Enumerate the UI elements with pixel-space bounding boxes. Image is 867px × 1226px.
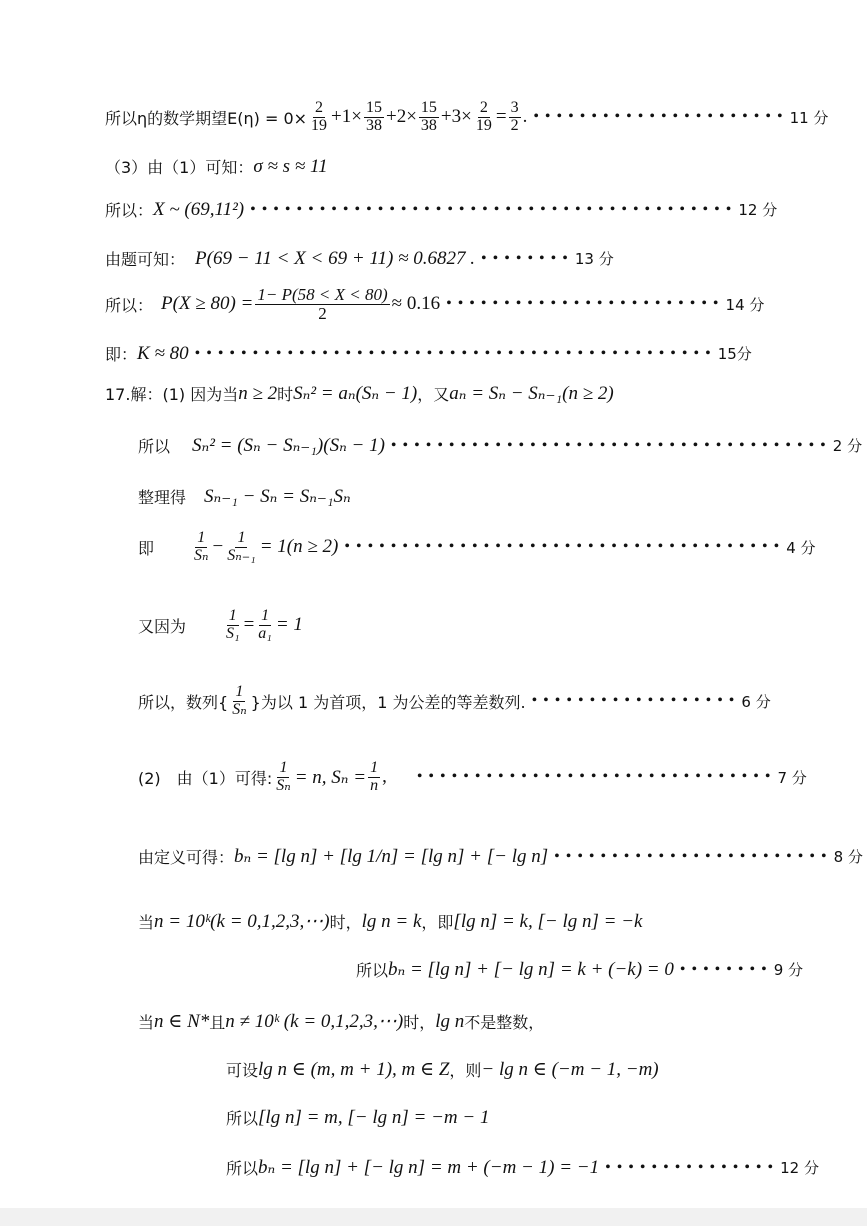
expectation-label: 所以η的数学期望E(η) = 0×	[105, 108, 308, 128]
fraction: $\frac{15}{38}$	[420, 99, 437, 134]
line-final-result: 所以 bₙ = [lg n] + [− lg n] = m + (−m − 1) = −1 • • • • • • • • • • • • • • • 12 分	[226, 1157, 819, 1178]
line-problem-17: 17.解：(1) 因为当 n ≥ 2 时 Sₙ² = aₙ(Sₙ − 1) ，又 aₙ = Sₙ − Sₙ₋₁(n ≥ 2)	[105, 382, 614, 404]
leader-dots: • • • • • • • • • • • • • • • • • • • • • • • • • • • • • • • • • • • • • • • • • •	[250, 200, 733, 218]
line-tail-probability: 所以： P(X ≥ 80) = $\frac{1- P(58 < X < 80)}{2}$ ≈ 0.16 • • • • • • • • • • • • • • • • • • • • • • • • 14 分	[105, 285, 765, 323]
leader-dots: • • • • • • • • • • • • • • • • • • • • • • • • • • • • • • • • • • • • • •	[390, 436, 827, 454]
fraction: $\frac{2}{19}$	[311, 99, 328, 134]
score-label: 13 分	[574, 250, 614, 268]
fraction: $\frac{1}{\text{S₁}}$	[226, 607, 240, 642]
leader-dots: • • • • • • • • • • • • • • • • • • • • • • • • • • • • • • • • • • • • • • • • • • • • •	[194, 344, 712, 362]
fraction: $\frac{1- P(58 < X < 80)}{2}$	[257, 285, 388, 323]
leader-dots: • • • • • • • • • • • • • • • • • •	[531, 692, 736, 710]
leader-dots: • • • • • • • •	[481, 249, 569, 267]
line-simplify: 整理得 Sₙ₋₁ − Sₙ = Sₙ₋₁Sₙ	[138, 486, 351, 507]
fraction: $\frac{1}{\text{Sₙ}}$	[232, 683, 247, 718]
line-part-2: (2) 由（1）可得: $\frac{1}{\text{Sₙ}}$ = n, Sₙ = $\frac{1}{n}$ , • • • • • • • • • • • • • • • • • • • • • • • • • • • • • • • 7 分	[138, 759, 807, 794]
line-k-value: 即： K ≈ 80 • • • • • • • • • • • • • • • • • • • • • • • • • • • • • • • • • • • • • • • • • • • • • 15分	[105, 342, 752, 364]
score-label: 9 分	[773, 961, 803, 979]
line-reciprocal-diff: 即 $\frac{1}{\text{Sₙ}}$ − $\frac{1}{\text{Sₙ₋₁}}$ = 1(n ≥ 2) • • • • • • • • • • • • • • • • • • • • • • • • • • • • • • • • • • • • • • 4 分	[138, 529, 816, 564]
line-case-power-result: 所以 bₙ = [lg n] + [− lg n] = k + (−k) = 0 • • • • • • • • 9 分	[356, 959, 803, 980]
line-initial-term: 又因为 $\frac{1}{\text{S₁}}$ = $\frac{1}{\text{a₁}}$ = 1	[138, 607, 303, 642]
fraction: $\frac{2}{19}$	[475, 99, 492, 134]
line-distribution: 所以： X ~ (69,11²) • • • • • • • • • • • • • • • • • • • • • • • • • • • • • • • • • • • • • • • • • • 12 分	[105, 198, 778, 220]
leader-dots: • • • • • • • • • • • • • • • • • • • • • • • • • • • • • • • • • • • • • •	[344, 538, 781, 556]
leader-dots: • • • • • • • •	[679, 960, 768, 978]
line-case-power: 当 n = 10ᵏ(k = 0,1,2,3,⋯) 时， lg n = k ，即 [lg n] = k, [− lg n] = −k	[138, 910, 643, 932]
score-label: 7 分	[777, 768, 807, 787]
line-sigma: （3）由（1）可知： σ ≈ s ≈ 11	[105, 155, 328, 177]
line-interval: 可设 lg n ∈ (m, m + 1), m ∈ Z ，则 − lg n ∈ (−m − 1, −m)	[226, 1059, 659, 1080]
fraction: $\frac{1}{n}$	[370, 759, 379, 794]
score-label: 12 分	[738, 201, 778, 219]
line-probability: 由题可知： P(69 − 11 < X < 69 + 11) ≈ 0.6827 . • • • • • • • • 13 分	[105, 247, 614, 269]
score-label: 14 分	[725, 295, 765, 314]
fraction: $\frac{3}{2}$	[510, 99, 519, 134]
leader-dots: • • • • • • • • • • • • • • • • • • • • • • • •	[446, 295, 720, 313]
leader-dots: • • • • • • • • • • • • • • • • • • • • • • • • • • • • • • •	[416, 768, 772, 786]
fraction: $\frac{1}{\text{a₁}}$	[258, 607, 272, 642]
score-label: 12 分	[780, 1159, 819, 1177]
fraction: $\frac{1}{\text{Sₙ}}$	[194, 529, 209, 564]
line-case-non-power: 当 n ∈ N* 且 n ≠ 10ᵏ (k = 0,1,2,3,⋯) 时， lg n 不是整数，	[138, 1010, 545, 1032]
score-label: 15分	[717, 345, 752, 363]
line-substitution: 所以 Sₙ² = (Sₙ − Sₙ₋₁)(Sₙ − 1) • • • • • • • • • • • • • • • • • • • • • • • • • • • • • • • • • • • • • • 2 分	[138, 435, 863, 456]
line-floor-values: 所以 [lg n] = m, [− lg n] = −m − 1	[226, 1106, 490, 1128]
line-conclusion-sequence: 所以，数列{ $\frac{1}{\text{Sₙ}}$ }为以 1 为首项，1 为公差的等差数列. • • • • • • • • • • • • • • • • • • 6 分	[138, 683, 771, 718]
fraction: $\frac{15}{38}$	[365, 99, 382, 134]
leader-dots: • • • • • • • • • • • • • • • • • • • • • • • •	[554, 847, 828, 865]
line-expectation: 所以η的数学期望E(η) = 0× $\frac{2}{19}$ +1× $\frac{15}{38}$ +2× $\frac{15}{38}$ +3× $\frac{2}{19}$ = $\frac{3}{2}$ . • • • • • • • • • • • • • • • • • • • • • • 11 分	[105, 99, 829, 134]
fraction: $\frac{1}{\text{Sₙ₋₁}}$	[227, 529, 256, 564]
leader-dots: • • • • • • • • • • • • • • •	[605, 1158, 775, 1176]
score-label: 11 分	[789, 108, 829, 127]
line-definition: 由定义可得： bₙ = [lg n] + [lg 1/n] = [lg n] + [− lg n] • • • • • • • • • • • • • • • • • • • • • • • • 8 分	[138, 846, 863, 867]
fraction: $\frac{1}{\text{Sₙ}}$	[276, 759, 291, 794]
score-label: 2 分	[832, 437, 863, 455]
leader-dots: • • • • • • • • • • • • • • • • • • • • • •	[533, 108, 784, 126]
score-label: 4 分	[786, 538, 816, 557]
page-bottom-edge	[0, 1208, 867, 1226]
score-label: 6 分	[741, 692, 771, 711]
score-label: 8 分	[833, 848, 863, 866]
